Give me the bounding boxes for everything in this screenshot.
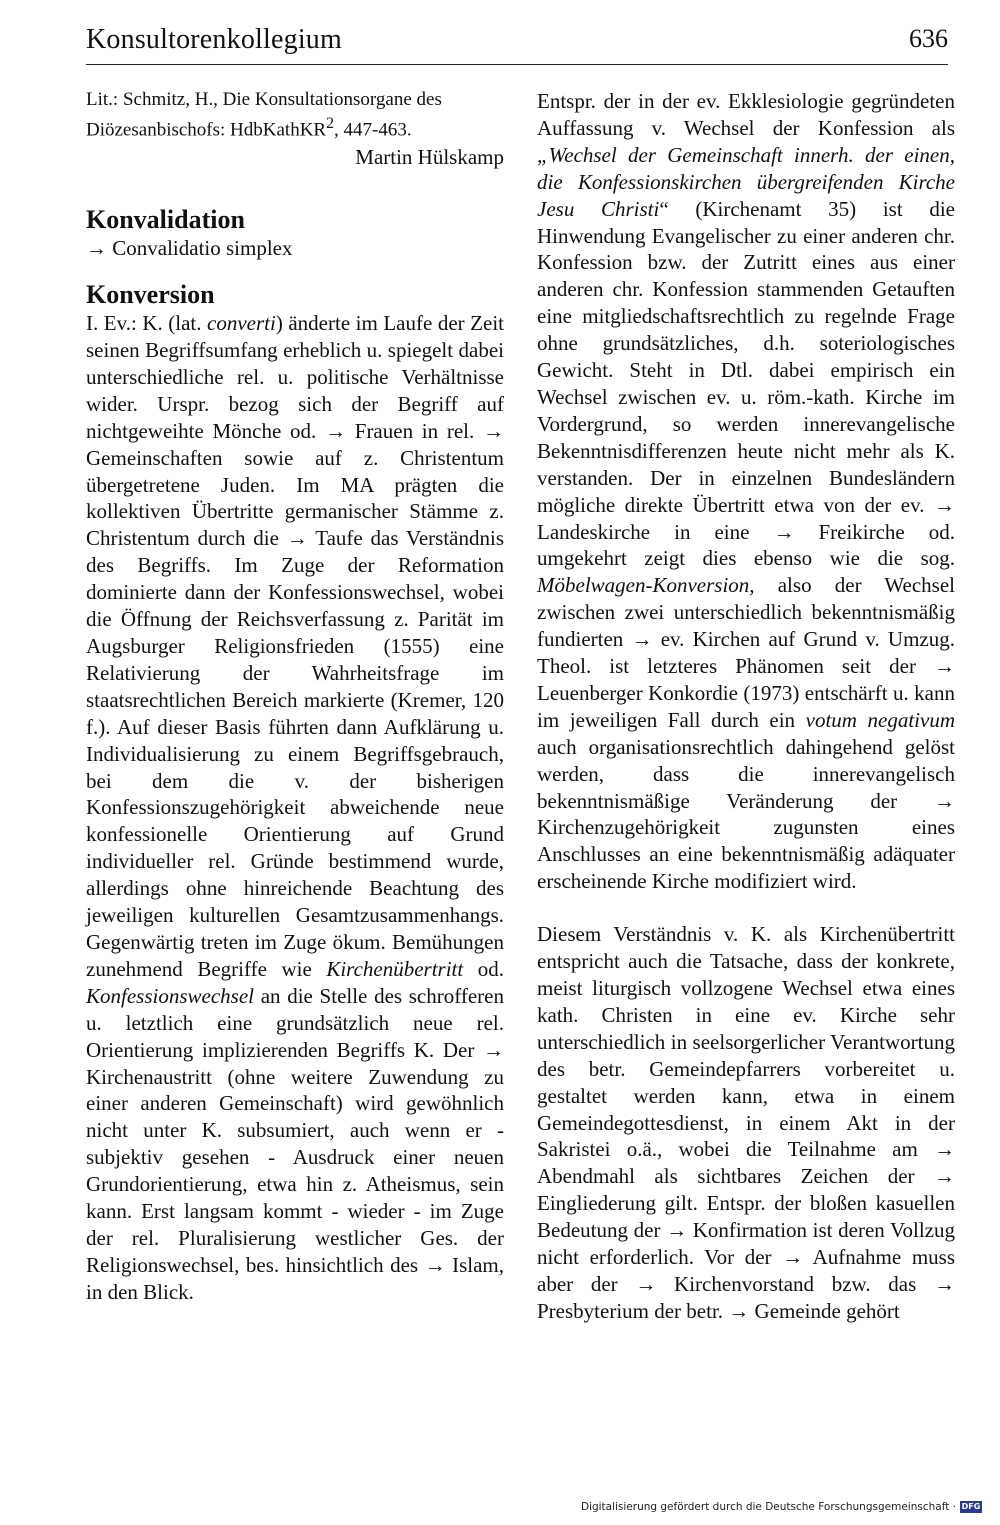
footer-text: Digitalisierung gefördert durch die Deutsche Forschungsgemeinschaft ·	[580, 1501, 956, 1513]
body-paragraph: I. Ev.: K. (lat. converti) änderte im Laufe der Zeit seinen Begriffsumfang erheblich u. spiegelt dabei unterschiedliche rel. u. politische Verhältnisse wider. Urspr. bezog sich der Begriff auf nichtgeweihte Mönche od. → Frauen in rel. → Gemeinschaften sowie auf z. Christentum übergetretene Juden. Im MA prägten die kollektiven Übertritte germanischer Stämme z. Christentum durch die → Taufe das Verständnis des Begriffs. Im Zuge der Reformation dominierte dann der Konfessionswechsel, wobei die Öffnung der Reichsverfassung z. Parität im Augsburger Religionsfrieden (1555) eine Relativierung der Wahrheitsfrage im staatsrechtlichen Bereich markierte (Kremer, 120 f.). Auf dieser Basis führten dann Aufklärung u. Individualisierung zu einem Begriffsgebrauch, bei dem die v. der bisherigen Konfessionszugehörigkeit abweichende neue konfessionelle Orientierung auf Grund individueller rel. Gründe bestimmend wurde, allerdings ohne hinreichende Beachtung des jeweiligen kulturellen Gesamtzusammenhangs. Gegenwärtig treten im Zuge ökum. Bemühungen zunehmend Begriffe wie Kirchenübertritt od. Konfessionswechsel an die Stelle des schrofferen u. letztlich eine grundsätzlich neue rel. Orientierung implizierenden Begriffs K. Der → Kirchenaustritt (ohne weitere Zuwendung zu einer anderen Gemeinschaft) wird gewöhnlich nicht unter K. subsumiert, auch wenn er - subjektiv gesehen - Ausdruck einer neuen Grundorientierung, etwa hin z. Atheismus, sein kann. Erst langsam kommt - wieder - im Zuge der rel. Pluralisierung westlicher Ges. der Religionswechsel, bes. hinsichtlich des → Islam, in den Blick.	[86, 311, 505, 1304]
paragraph-gap	[537, 895, 955, 921]
body-paragraph: Entspr. der in der ev. Ekklesiologie gegründeten Auffassung v. Wechsel der Konfession als „Wechsel der Gemeinschaft innerh. der einen, die Konfessionskirchen übergreifenden Kirche Jesu Christi“ (Kirchenamt 35) ist die Hinwendung Evangelischer zu einer anderen chr. Konfession bzw. der Zutritt eines aus einer anderen chr. Konfession stammenden Getauften eine mitgliedschaftsrechtlich zu regelnde Frage ohne grundsätzliches, d.h. soteriologisches Gewicht. Steht in Dtl. dabei empirisch ein Wechsel zwischen ev. u. röm.-kath. Kirche im Vordergrund, so werden innerevangelische Bekenntnisdifferenzen heute nicht mehr als K. verstanden. Der in einzelnen Bundesländern mögliche direkte Übertritt etwa von der ev. → Landeskirche in eine → Freikirche od. umgekehrt zeigt dies ebenso wie die sog. Möbelwagen-Konversion, also der Wechsel zwischen zwei unterschiedlich bekenntnismäßig fundierten → ev. Kirchen auf Grund v. Umzug. Theol. ist letzteres Phänomen seit der → Leuenberger Konkordie (1973) entschärft u. kann im jeweiligen Fall durch ein votum negativum auch organisationsrechtlich dahingehend gelöst werden, dass die innerevangelisch bekenntnismäßige Veränderung der → Kirchenzugehörigkeit zugunsten eines Anschlusses an eine bekenntnismäßig adäquater erscheinende Kirche modifiziert wird.	[537, 89, 956, 894]
literature-reference: Lit.: Schmitz, H., Die Konsultationsorgane des Diözesanbischofs: HdbKathKR$^2$, 447-463.	[86, 89, 442, 141]
page-number: 636	[909, 24, 948, 53]
entry-heading-konversion: Konversion	[86, 280, 215, 310]
header-rule	[86, 64, 948, 65]
entry-heading-konvalidation: Konvalidation	[86, 205, 245, 235]
running-title: Konsultorenkollegium	[86, 24, 342, 55]
superscript-edition: 2	[326, 115, 335, 132]
author-signature: Martin Hülskamp	[355, 145, 504, 170]
digitization-footer	[581, 1501, 982, 1513]
left-column	[86, 88, 504, 1306]
dfg-logo-icon: DFG	[961, 1502, 981, 1511]
body-paragraph: Diesem Verständnis v. K. als Kirchenübertritt entspricht auch die Tatsache, dass der konkrete, meist liturgisch vollzogene Wechsel etwa eines kath. Christen in eine ev. Kirche sehr unterschiedlich in seelsorgerlicher Verantwortung des betr. Gemeindepfarrers vorbereitet u. gestaltet werden kann, etwa in einem Gemeindegottesdienst, in einem Akt in der Sakristei o.ä., wobei die Teilnahme am → Abendmahl als sichtbares Zeichen der → Eingliederung gilt. Entspr. der bloßen kasuellen Bedeutung der → Konfirmation ist deren Vollzug nicht erforderlich. Vor der → Aufnahme muss aber der → Kirchenvorstand bzw. das → Presbyterium der betr. → Gemeinde gehört	[537, 922, 955, 1323]
cross-reference: → Convalidatio simplex	[86, 236, 293, 261]
running-head	[86, 24, 948, 62]
right-column	[537, 88, 955, 1325]
